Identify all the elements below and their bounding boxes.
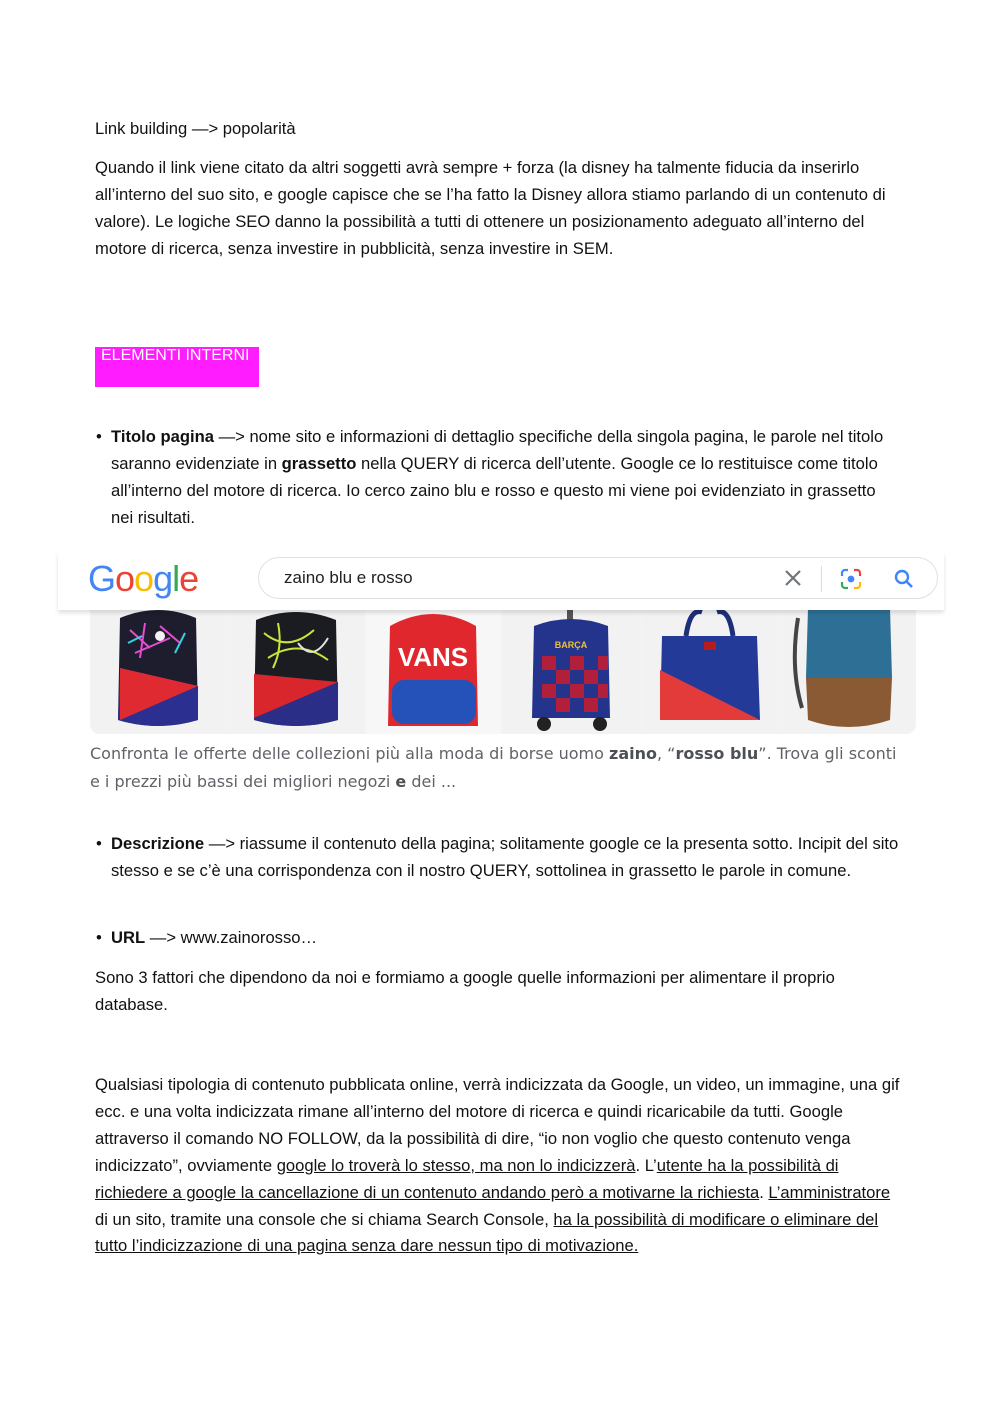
bullet-text: —> nome sito e informazioni di dettaglio specifiche della singola pagina, le parole nel titolo saranno evidenziate in [111,427,884,473]
result-image[interactable] [228,608,363,734]
bullet-text: —> www.zainorosso… [145,928,318,947]
snippet-bold: zaino [609,744,657,763]
paragraph-link-popularity: Quando il link viene citato da altri soggetti avrà sempre + forza (la disney ha talmente fiducia da inserirlo all’interno del suo sito, e google capisce che se l’ha fatto la Disney allora stiamo parlando di un contenuto di valore). Le logiche SEO danno la possibilità a tutti di ottenere un posizionamento adeguato all’interno del motore di ricerca, senza investire in pubblicità, senza investire in SEM. [95,158,886,258]
close-icon[interactable] [781,566,805,590]
bullet-text: nella QUERY di ricerca dell’utente. Google ce lo restituisce come titolo all’interno del motore di ricerca. Io cerco zaino blu e rosso e questo mi viene poi evidenziato in grassetto nei risultati. [111,453,878,527]
heading-link-building: Link building —> popolarità [95,119,296,138]
bullet-marker: • [96,427,102,446]
section-badge-elementi-interni: ELEMENTI INTERNI [95,347,259,387]
snippet-text: ”. Trova gli sconti e i prezzi più bassi dei migliori negozi [90,744,897,791]
result-image[interactable] [90,608,225,734]
paragraph-three-factors: Sono 3 fattori che dipendono da noi e formiamo a google quelle informazioni per alimentare il proprio database. [95,968,835,1014]
brand-barca-label: BARÇA [554,640,588,650]
paragraph-text: . L’ [635,1155,657,1175]
result-image[interactable] [642,608,777,734]
google-logo [88,558,198,600]
snippet-text: , “ [657,744,676,763]
search-divider [821,566,822,592]
term-titolo-pagina: Titolo pagina [111,427,214,446]
snippet-bold: rosso blu [675,744,759,763]
bullet-titolo-pagina [111,424,901,532]
bullet-url [111,925,901,952]
logo-letter: G [88,558,116,599]
snippet-text: Confronta le offerte delle collezioni più alla moda di borse uomo [90,744,610,763]
logo-letter: o [115,558,135,599]
result-image[interactable] [780,608,915,734]
paragraph-indexing [95,1072,905,1260]
paragraph-text: . [759,1182,769,1202]
underlined-text: L’amministratore [768,1182,891,1202]
snippet-bold: e [395,772,407,791]
snippet-text: dei ... [406,772,457,791]
google-lens-icon[interactable] [839,567,863,591]
paragraph-text: Qualsiasi tipologia di contenuto pubblicata online, verrà indicizzata da Google, un video, un immagine, una gif ecc. e una volta indicizzata rimane all’interno del motore di ricerca e quindi ricaricabile da tutti. Google attraverso il comando NO FOLLOW, da la possibilità di dire, “io non voglio che questo contenuto venga indicizzato”, ovviamente [95,1075,900,1175]
logo-letter: o [134,558,154,599]
underlined-text: utente ha la possibilità di richiedere a google la cancellazione di un contenuto andando però a motivarne la richiesta [95,1155,839,1202]
result-image[interactable] [366,608,501,734]
result-image[interactable] [504,608,639,734]
search-icon[interactable] [892,567,916,591]
term-url: URL [111,928,146,947]
logo-letter: e [179,558,199,599]
bullet-descrizione [111,831,901,885]
google-search-screenshot [58,552,944,802]
google-search-bar [58,552,944,610]
result-description-snippet [90,740,910,796]
search-query[interactable]: zaino blu e rosso [284,568,413,587]
underlined-text: google lo troverà lo stesso, ma non lo indicizzerà [276,1155,636,1175]
logo-letter: l [172,558,180,599]
underlined-text: ha la possibilità di modificare o eliminare del tutto l’indicizzazione di una pagina senza dare nessun tipo di motivazione. [95,1209,879,1256]
logo-letter: g [153,558,173,599]
bullet-marker: • [96,928,102,947]
bullet-text: —> riassume il contenuto della pagina; solitamente google ce la presenta sotto. Incipit del sito stesso e se c’è una corrispondenza con il nostro QUERY, sottolinea in grassetto le parole in comune. [111,834,899,880]
paragraph-text: di un sito, tramite una console che si chiama Search Console, [95,1209,554,1229]
term-descrizione: Descrizione [111,834,205,853]
image-results-strip [90,608,916,734]
bold-word: grassetto [281,453,357,473]
search-box[interactable] [258,557,938,599]
brand-vans-label: VANS [397,642,469,672]
bullet-marker: • [96,834,102,853]
